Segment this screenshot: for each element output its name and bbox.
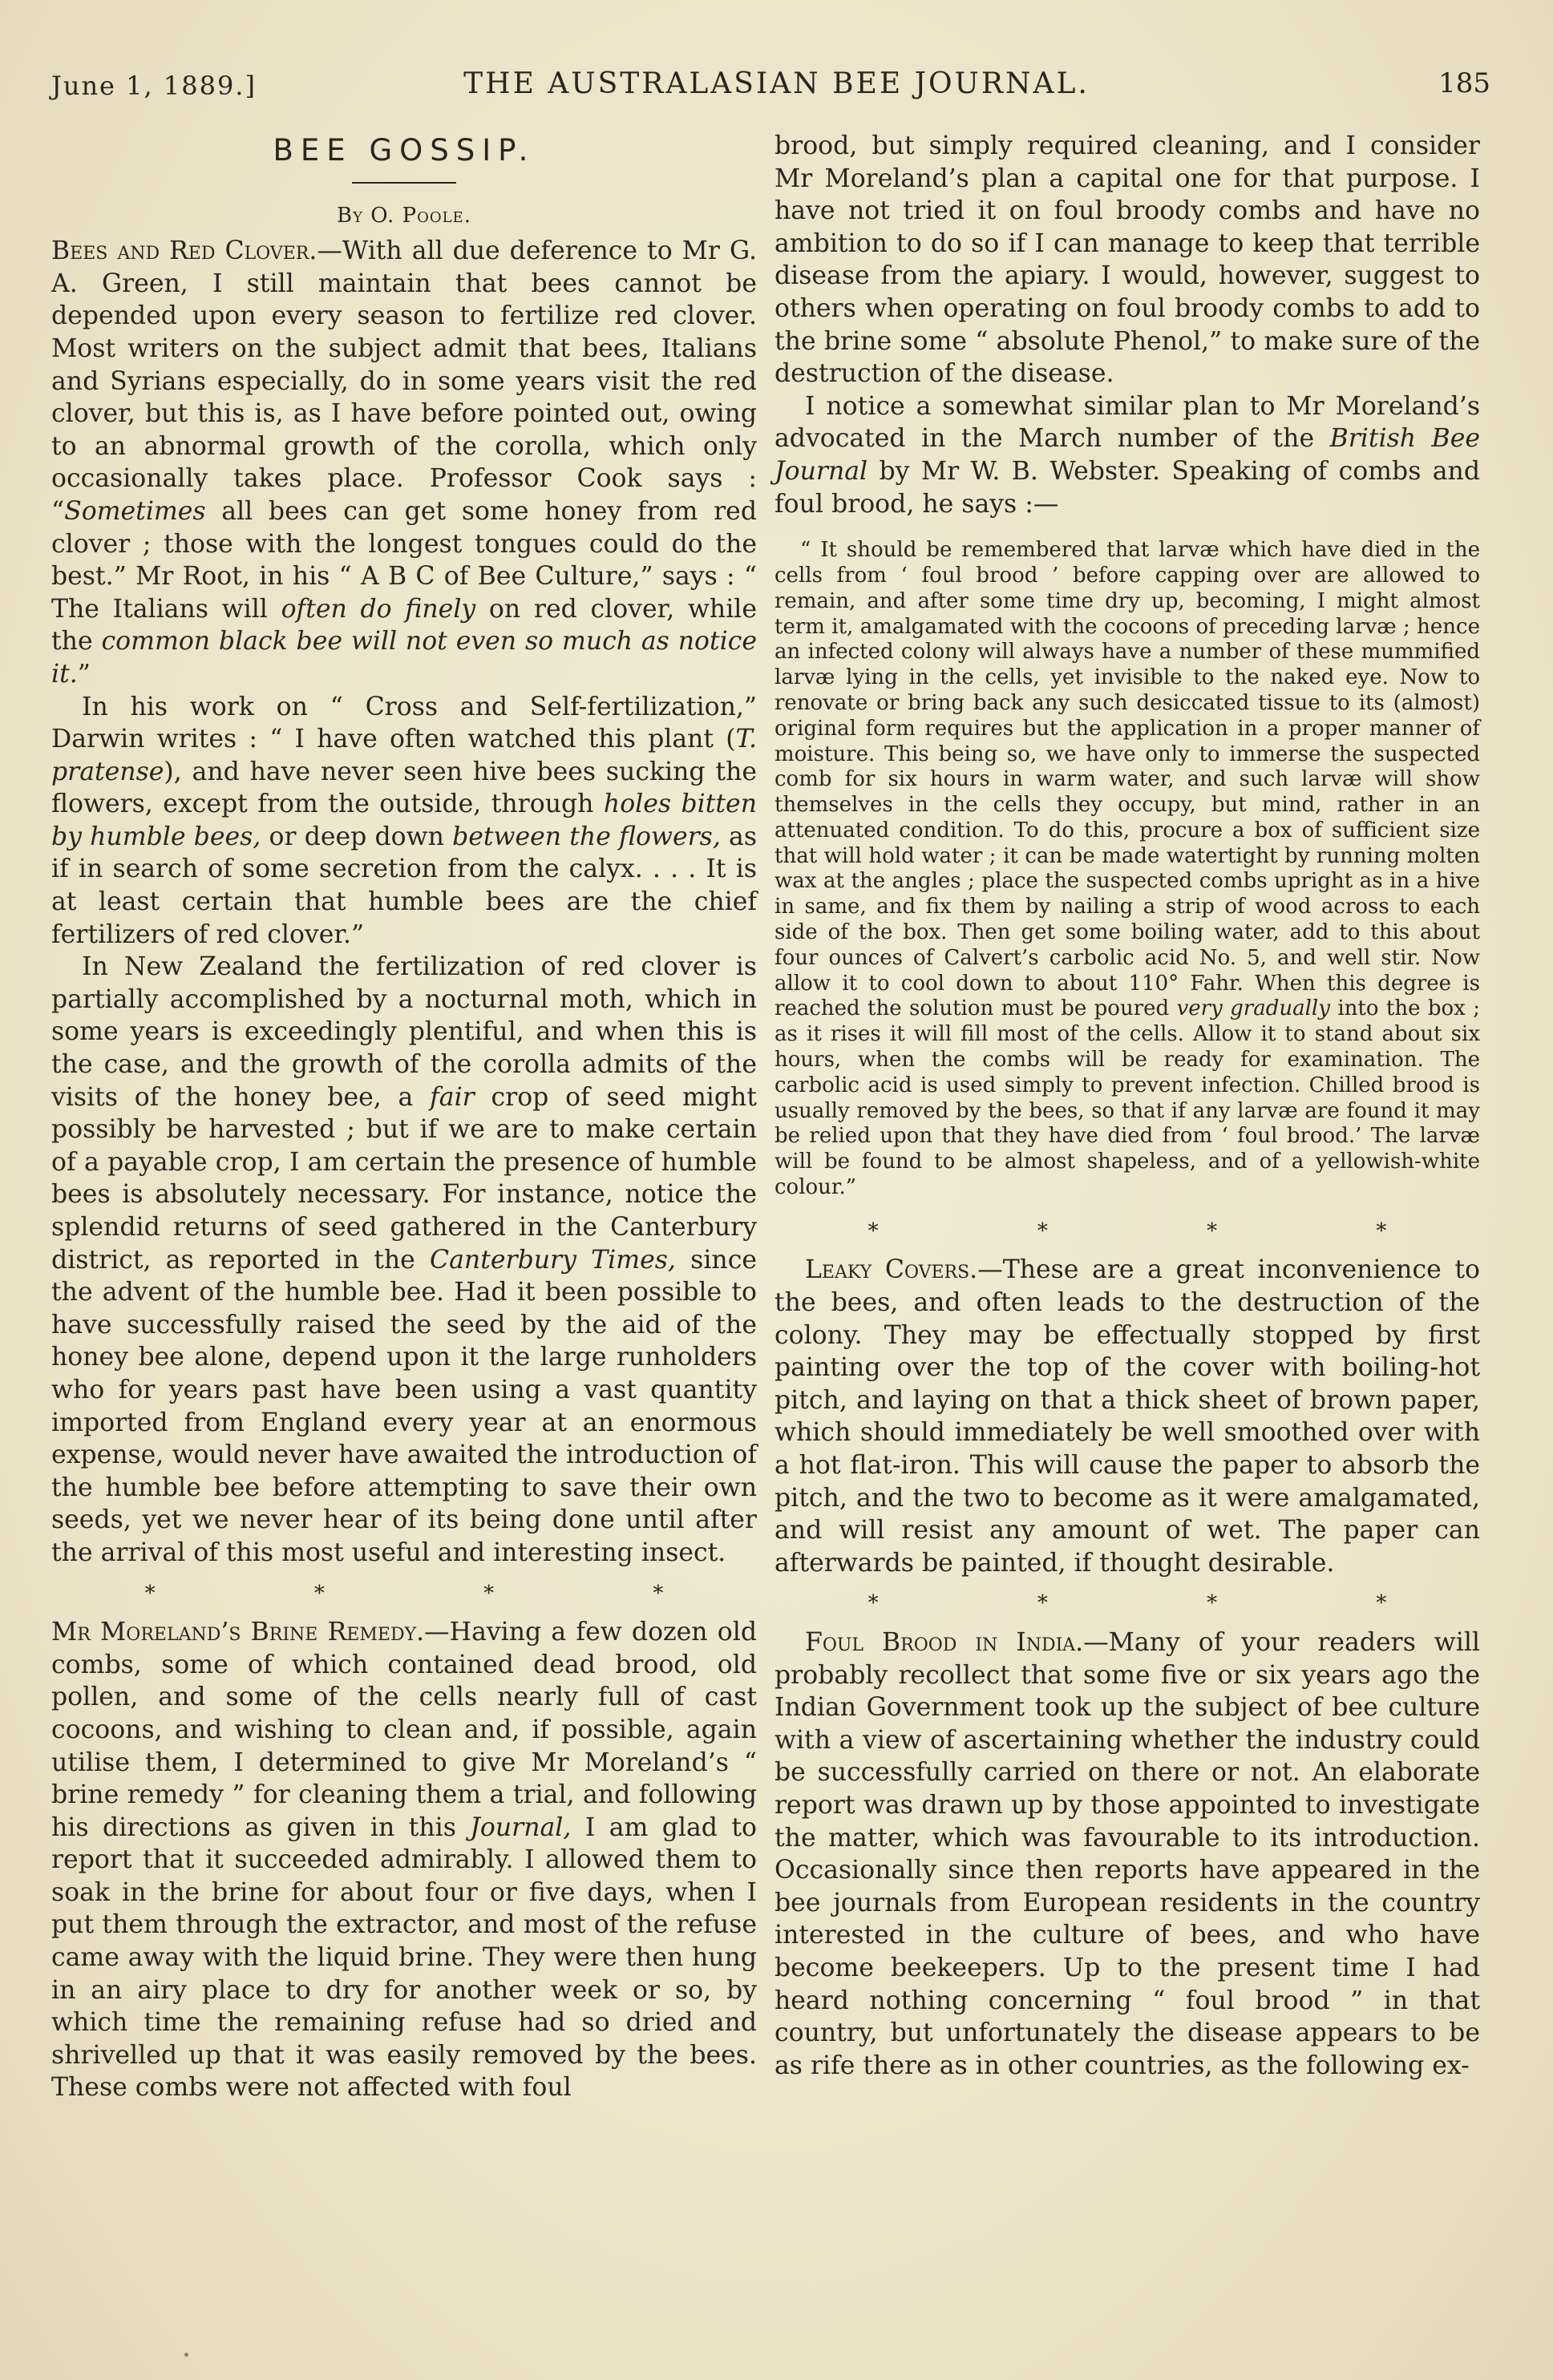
quote-text: “ It should be remembered that larvæ which have died in the cells from ‘ foul brood ’ before capping over are allowed to remain, and after some time dry up, becoming, I might almost term it, amalgamated with the cocoons of preceding larvæ ; hence an infected colony will always have a number of these mummified larvæ lying in the cells, yet invisible to the naked eye. Now to renovate or bring back any such desiccated tissue to its (almost) original form requires but the application in a proper manner of moisture. This being so, we have only to immerse the suspected comb for six hours in warm water, and such larvæ will show themselves in the cells they occupy, but mind, rather in an attenuated condition. To do this, procure a box of sufficient size that will hold water ; it can be made watertight by running molten wax at the angles ; place the suspected combs upright as in a hive in same, and fix them by nailing a strip of wood across to each side of the box. Then get some boiling water, add to this about four ounces of Calvert’s carbolic acid No. 5, and well stir. Now allow it to cool down to about 110° Fahr. When this degree is reached the solution must be poured very gradually into the box ; as it rises it will fill most of the cells. Allow it to stand about six hours, when the combs will be ready for examination. The carbolic acid is used simply to prevent infection. Chilled brood is usually removed by the bees, so that if any larvæ are found it may be relied upon that they have died from ‘ foul brood.’ The larvæ will be found to be almost shapeless, and of a yellowish-white colour.” — [774, 538, 1480, 1200]
paragraph-darwin: In his work on “ Cross and Self-fertilization,” Darwin writes : “ I have often watched this plant (T. pratense), and have never seen hive bees sucking the flowers, except from the outside, through holes bitten by humble bees, or deep down between the flowers, as if in search of some secretion from the calyx. . . . It is at least certain that humble bees are the chief fertilizers of red clover.” — [51, 692, 757, 949]
section-divider: * * * * — [867, 1218, 1463, 1243]
issue-date: June 1, 1889.] — [51, 71, 257, 101]
left-column — [51, 130, 757, 2104]
journal-title: THE AUSTRALASIAN BEE JOURNAL. — [463, 67, 1090, 100]
paragraph-leaky-covers: Leaky Covers.—These are a great inconvenience to the bees, and often leads to the destruction of the colony. They may be effectually stopped by first painting over the top of the cover with boiling-hot pitch, and laying on that a thick sheet of brown paper, which should immediately be well smoothed over with a hot flat-iron. This will cause the paper to absorb the pitch, and the two to become as it were amalgamated, and will resist any amount of wet. The paper can afterwards be painted, if thought desirable. — [774, 1255, 1480, 1578]
byline: By O. Poole. — [337, 203, 471, 228]
right-column — [774, 130, 1480, 2082]
paragraph-brine-remedy: Mr Moreland’s Brine Remedy.—Having a few dozen old combs, some of which contained dead brood, old pollen, and some of the cells nearly full of cast cocoons, and wishing to clean and, if possible, again utilise them, I determined to give Mr Moreland’s “ brine remedy ” for cleaning them a trial, and following his directions as given in this Journal, I am glad to report that it succeeded admirably. I allowed them to soak in the brine for about four or five days, when I put them through the extractor, and most of the refuse came away with the liquid brine. They were then hung in an airy place to dry for another week or so, by which time the remaining refuse had so dried and shrivelled up that it was easily removed by the bees. These combs were not affected with foul — [51, 1618, 758, 2103]
paragraph-foul-brood-india: Foul Brood in India.—Many of your readers will probably recollect that some five or six years ago the Indian Government took up the subject of bee culture with a view of ascertaining whether the industry could be successfully carried on there or not. An elaborate report was drawn up by those appointed to investigate the matter, which was favourable to its introduction. Occasionally since then reports have appeared in the bee journals from European residents in the country interested in the culture of bees, and who have become beekeepers. Up to the present time I had heard nothing concerning “ foul brood ” in that country, but unfortunately the disease appears to be as rife there as in other countries, as the following ex- — [774, 1627, 1480, 2080]
title-rule — [352, 182, 456, 184]
section-heading-red-clover: Bees and Red Clover. — [51, 236, 317, 266]
section-heading-leaky-covers: Leaky Covers. — [805, 1255, 978, 1285]
section-divider: * * * * — [867, 1591, 1463, 1616]
page-number: 185 — [1438, 67, 1490, 99]
paragraph-new-zealand: In New Zealand the fertilization of red clover is partially accomplished by a nocturnal moth, which in some years is exceedingly plentiful, and when this is the case, and the growth of the corolla admits of the visits of the honey bee, a fair crop of seed might possibly be harvested ; but if we are to make certain of a payable crop, I am certain the presence of humble bees is absolutely necessary. For instance, notice the splendid returns of seed gathered in the Canterbury district, as reported in the Canterbury Times, since the advent of the humble bee. Had it been possible to have successfully raised the seed by the aid of the honey bee alone, depend upon it the large runholders who for years past have been using a vast quantity imported from England every year at an enormous expense, would never have awaited the introduction of the humble bee before attempting to save their own seeds, yet we never hear of its being done until after the arrival of this most useful and interesting insect. — [51, 952, 757, 1567]
section-heading-foul-brood-india: Foul Brood in India. — [805, 1627, 1084, 1657]
paper-speck — [184, 2353, 188, 2357]
paragraph-brood-continued: brood, but simply required cleaning, and I consider Mr Moreland’s plan a capital one for that purpose. I have not tried it on foul broody combs and have no ambition to do so if I can manage to keep that terrible disease from the apiary. I would, however, suggest to others when operating on foul broody combs to add to the brine some “ absolute Phenol,” to make sure of the destruction of the disease. — [774, 131, 1480, 389]
article-title: BEE GOSSIP. — [273, 133, 536, 168]
running-head — [0, 63, 1553, 103]
section-heading-brine-remedy: Mr Moreland’s Brine Remedy. — [51, 1618, 425, 1647]
paragraph-webster: I notice a somewhat similar plan to Mr Moreland’s advocated in the March number of the British Bee Journal by Mr W. B. Webster. Speaking of combs and foul brood, he says :— — [774, 391, 1480, 519]
section-divider: * * * * — [144, 1581, 740, 1606]
paragraph-red-clover: Bees and Red Clover.—With all due deference to Mr G. A. Green, I still maintain that bees cannot be depended upon every season to fertilize red clover. Most writers on the subject admit that bees, Italians and Syrians especially, do in some years visit the red clover, but this is, as I have before pointed out, owing to an abnormal growth of the corolla, which only occasionally takes place. Professor Cook says : “Sometimes all bees can get some honey from red clover ; those with the longest tongues could do the best.” Mr Root, in his “ A B C of Bee Culture,” says : “ The Italians will often do finely on red clover, while the common black bee will not even so much as notice it.” — [51, 236, 757, 689]
block-quote — [774, 538, 1480, 1201]
